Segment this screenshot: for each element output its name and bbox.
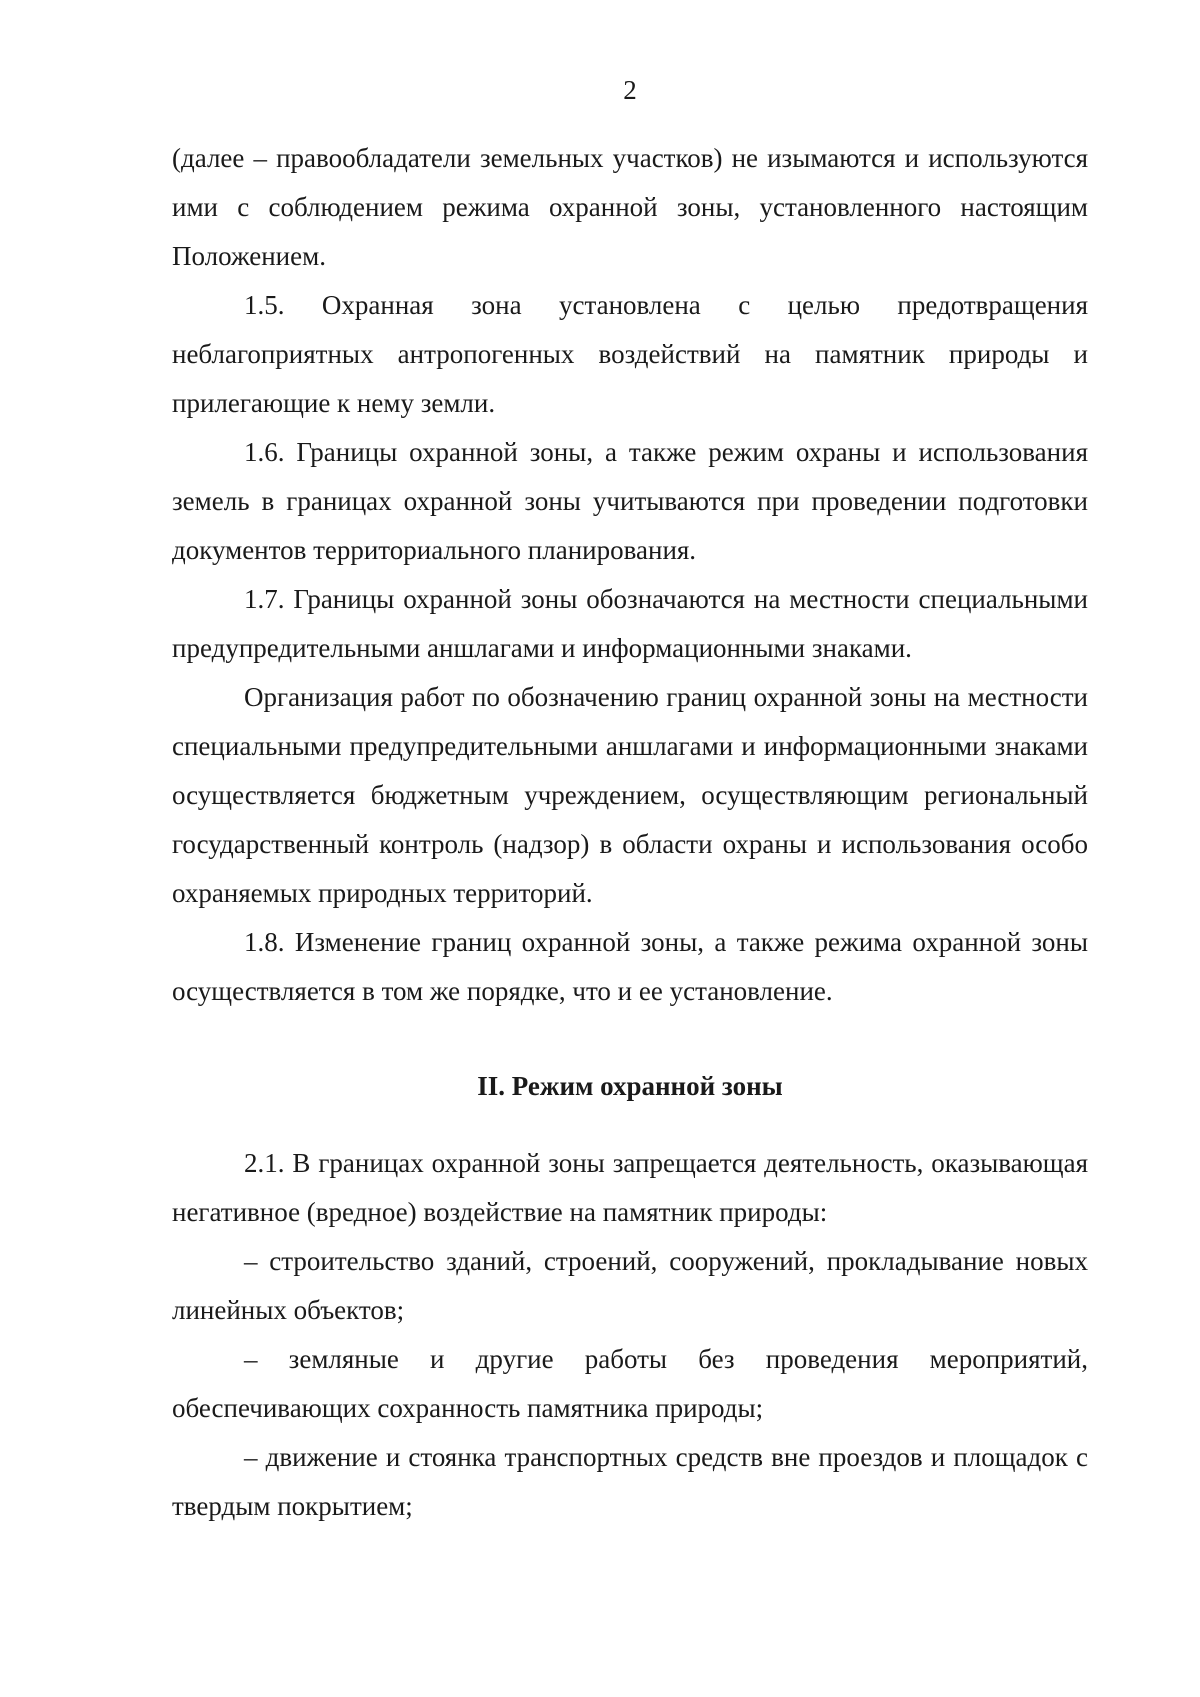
paragraph-1-8: 1.8. Изменение границ охранной зоны, а также режима охранной зоны осуществляется в том же порядке, что и ее установление.	[172, 927, 1088, 1006]
list-item-earthworks: – земляные и другие работы без проведения мероприятий, обеспечивающих сохранность памятника природы;	[172, 1344, 1088, 1423]
paragraph-continuation: (далее – правообладатели земельных участков) не изымаются и используются ими с соблюдением режима охранной зоны, установленного настоящим Положением.	[172, 143, 1088, 271]
document-body	[172, 134, 1088, 1531]
paragraph-2-1: 2.1. В границах охранной зоны запрещается деятельность, оказывающая негативное (вредное) воздействие на памятник природы:	[172, 1148, 1088, 1227]
list-item-construction: – строительство зданий, строений, сооружений, прокладывание новых линейных объектов;	[172, 1246, 1088, 1325]
paragraph-1-5: 1.5. Охранная зона установлена с целью предотвращения неблагоприятных антропогенных воздействий на памятник природы и прилегающие к нему земли.	[172, 290, 1088, 418]
list-item-vehicles: – движение и стоянка транспортных средств вне проездов и площадок с твердым покрытием;	[172, 1442, 1088, 1521]
page-number: 2	[623, 75, 637, 105]
paragraph-1-6: 1.6. Границы охранной зоны, а также режим охраны и использования земель в границах охранной зоны учитываются при проведении подготовки документов территориального планирования.	[172, 437, 1088, 565]
paragraph-1-7: 1.7. Границы охранной зоны обозначаются на местности специальными предупредительными аншлагами и информационными знаками.	[172, 584, 1088, 663]
paragraph-organization: Организация работ по обозначению границ охранной зоны на местности специальными предупредительными аншлагами и информационными знаками осуществляется бюджетным учреждением, осуществляющим региональный государственный контроль (надзор) в области охраны и использования особо охраняемых природных территорий.	[172, 682, 1088, 908]
section-heading: II. Режим охранной зоны	[477, 1071, 783, 1101]
